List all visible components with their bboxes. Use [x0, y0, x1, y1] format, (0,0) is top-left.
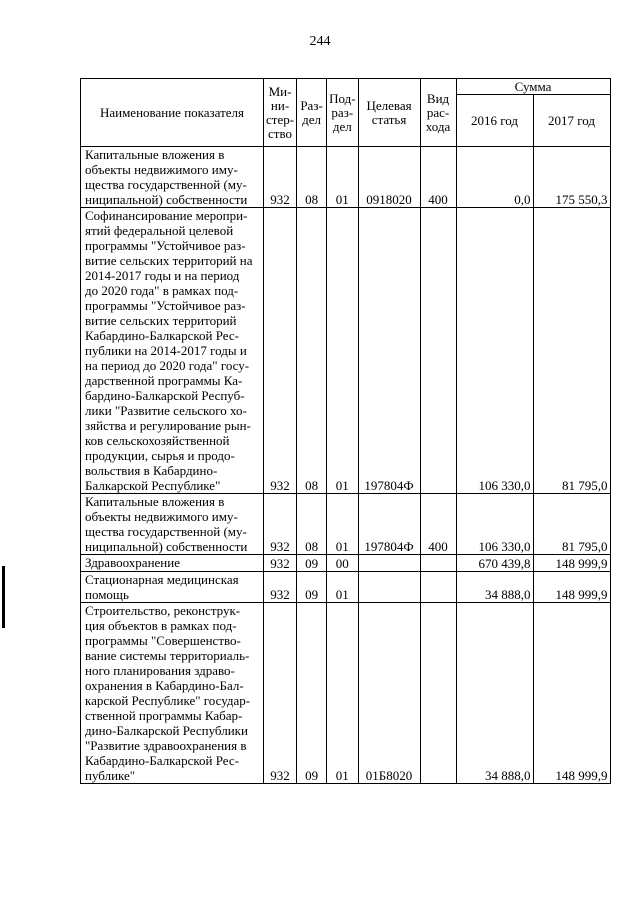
ministry-code: 932 [264, 603, 297, 784]
table-body [81, 147, 611, 784]
header-ministry-line: Ми- [268, 83, 292, 99]
subsection-code: 00 [327, 555, 358, 572]
subsection-code: 01 [327, 572, 358, 603]
indicator-name-line: объекты недвижимого иму- [85, 162, 238, 177]
indicator-name [81, 208, 264, 494]
ministry-code: 932 [264, 572, 297, 603]
expense-type-code: 400 [420, 147, 456, 208]
indicator-name-line: ятий федеральной целевой [85, 223, 234, 238]
indicator-name-line: ниципальной) собственности [85, 539, 248, 554]
indicator-name-line: ция объектов в рамках под- [85, 618, 237, 633]
section-code: 08 [297, 208, 327, 494]
table-row [81, 147, 611, 208]
indicator-name-line: Балкарской Республике" [85, 478, 221, 493]
indicator-name-line: ственной программы Кабар- [85, 708, 243, 723]
indicator-name [81, 603, 264, 784]
header-ministry [264, 79, 297, 147]
ministry-code: 932 [264, 208, 297, 494]
ministry-code: 932 [264, 555, 297, 572]
budget-table [80, 78, 611, 784]
header-expense-type-line: Вид [426, 90, 450, 106]
section-code: 09 [297, 572, 327, 603]
indicator-name-line: вание системы территориаль- [85, 648, 250, 663]
header-sum: Сумма [456, 79, 610, 95]
indicator-name-line: "Развитие здравоохранения в [85, 738, 247, 753]
sum-2017: 81 795,0 [533, 494, 610, 555]
indicator-name [81, 572, 264, 603]
subsection-code: 01 [327, 208, 358, 494]
indicator-name [81, 147, 264, 208]
ministry-code: 932 [264, 494, 297, 555]
indicator-name-line: карской Республике" государ- [85, 693, 251, 708]
indicator-name-line: продукции, сырья и продо- [85, 448, 235, 463]
table-row [81, 603, 611, 784]
section-code: 08 [297, 147, 327, 208]
sum-2016: 34 888,0 [456, 603, 533, 784]
sum-2017: 148 999,9 [533, 572, 610, 603]
indicator-name-line: ков сельскохозяйственной [85, 433, 230, 448]
indicator-name-line: на период до 2020 года" госу- [85, 358, 250, 373]
header-ministry-line: стер- [266, 111, 295, 127]
subsection-code: 01 [327, 494, 358, 555]
sum-2017: 81 795,0 [533, 208, 610, 494]
header-year-2017: 2017 год [533, 95, 610, 147]
indicator-name-line: 2014-2017 годы и на период [85, 268, 240, 283]
header-subsection-line: дел [332, 118, 352, 134]
expense-type-code [420, 555, 456, 572]
indicator-name-line: Капитальные вложения в [85, 494, 225, 509]
header-section [297, 79, 327, 147]
section-code: 09 [297, 603, 327, 784]
expense-type-code [420, 572, 456, 603]
indicator-name-line: вольствия в Кабардино- [85, 463, 218, 478]
target-article-code [358, 555, 420, 572]
indicator-name-line: щества государственной (му- [85, 524, 247, 539]
table-row [81, 208, 611, 494]
indicator-name-line: Стационарная медицинская [85, 572, 239, 587]
indicator-name-line: бардино-Балкарской Респуб- [85, 388, 245, 403]
indicator-name-line: витие сельских территорий [85, 313, 237, 328]
indicator-name-line: публике" [85, 768, 136, 783]
header-year-2016: 2016 год [456, 95, 533, 147]
indicator-name-line: Кабардино-Балкарской Рес- [85, 753, 239, 768]
target-article-code: 01Б8020 [358, 603, 420, 784]
indicator-name-line: до 2020 года" в рамках под- [85, 283, 239, 298]
header-expense-type [420, 79, 456, 147]
expense-type-code: 400 [420, 494, 456, 555]
indicator-name-line: Софинансирование меропри- [85, 208, 248, 223]
target-article-code: 197804Ф [358, 208, 420, 494]
sum-2017: 148 999,9 [533, 603, 610, 784]
indicator-name-line: ного планирования здраво- [85, 663, 235, 678]
sum-2016: 106 330,0 [456, 208, 533, 494]
header-subsection-line: раз- [331, 104, 354, 120]
page-number: 244 [309, 34, 331, 49]
table-row [81, 572, 611, 603]
indicator-name-line: Капитальные вложения в [85, 147, 225, 162]
subsection-code: 01 [327, 147, 358, 208]
indicator-name-line: ниципальной) собственности [85, 192, 248, 207]
indicator-name-line: витие сельских территорий на [85, 253, 253, 268]
indicator-name-line: объекты недвижимого иму- [85, 509, 238, 524]
indicator-name-line: Здравоохранение [85, 555, 180, 570]
header-section-line: дел [302, 111, 321, 127]
header-ministry-line: ство [268, 125, 293, 141]
header-name: Наименование показателя [81, 79, 264, 147]
section-code: 09 [297, 555, 327, 572]
indicator-name-line: Строительство, реконструк- [85, 603, 241, 618]
sum-2017: 175 550,3 [533, 147, 610, 208]
indicator-name-line: лики "Развитие сельского хо- [85, 403, 247, 418]
indicator-name [81, 494, 264, 555]
indicator-name-line: помощь [85, 587, 129, 602]
expense-type-code [420, 603, 456, 784]
header-expense-type-line: хода [425, 118, 451, 134]
sum-2016: 34 888,0 [456, 572, 533, 603]
sum-2017: 148 999,9 [533, 555, 610, 572]
indicator-name-line: публики на 2014-2017 годы и [85, 343, 247, 358]
indicator-name-line: дарственной программы Ка- [85, 373, 243, 388]
sum-2016: 0,0 [456, 147, 533, 208]
header-target-article-line: Целевая [366, 97, 412, 113]
header-expense-type-line: рас- [426, 104, 450, 120]
target-article-code [358, 572, 420, 603]
subsection-code: 01 [327, 603, 358, 784]
indicator-name-line: программы "Устойчивое раз- [85, 238, 246, 253]
indicator-name-line: программы "Устойчивое раз- [85, 298, 246, 313]
sum-2016: 106 330,0 [456, 494, 533, 555]
indicator-name-line: зяйства и регулирование рын- [85, 418, 251, 433]
indicator-name-line: дино-Балкарской Республики [85, 723, 248, 738]
margin-mark [2, 566, 5, 628]
header-subsection [327, 79, 358, 147]
indicator-name-line: щества государственной (му- [85, 177, 247, 192]
header-subsection-line: Под- [329, 90, 356, 106]
sum-2016: 670 439,8 [456, 555, 533, 572]
indicator-name-line: программы "Совершенство- [85, 633, 241, 648]
table-row [81, 555, 611, 572]
table-row [81, 494, 611, 555]
target-article-code: 197804Ф [358, 494, 420, 555]
ministry-code: 932 [264, 147, 297, 208]
indicator-name-line: Кабардино-Балкарской Рес- [85, 328, 239, 343]
header-target-article [358, 79, 420, 147]
indicator-name-line: охранения в Кабардино-Бал- [85, 678, 244, 693]
header-target-article-line: статья [371, 111, 407, 127]
header-ministry-line: ни- [270, 97, 290, 113]
section-code: 08 [297, 494, 327, 555]
header-section-line: Раз- [300, 97, 323, 113]
target-article-code: 0918020 [358, 147, 420, 208]
expense-type-code [420, 208, 456, 494]
indicator-name [81, 555, 264, 572]
